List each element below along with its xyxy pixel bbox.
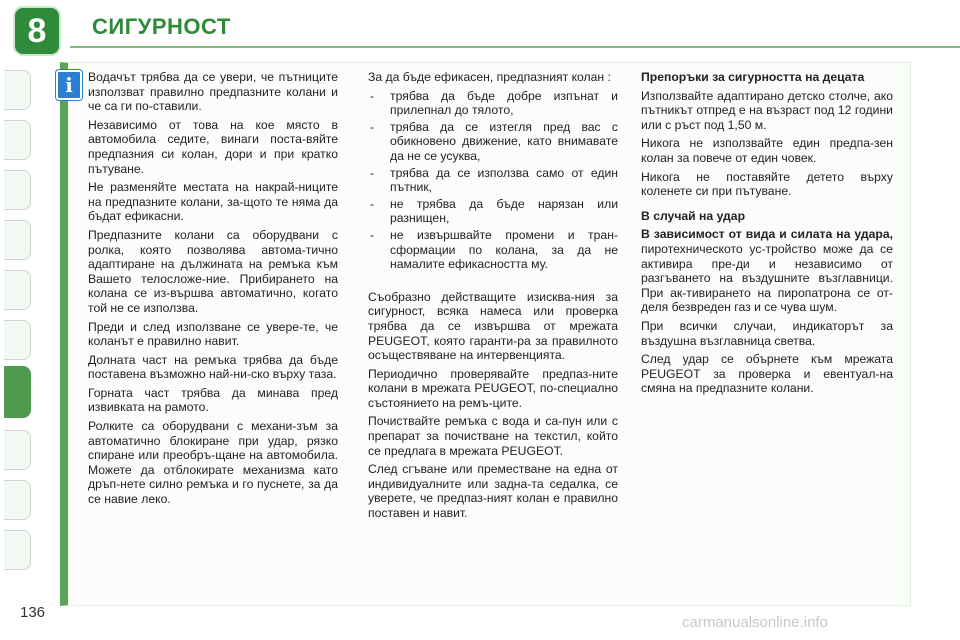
side-tab[interactable] (4, 270, 31, 310)
section-heading: В случай на удар (641, 208, 746, 223)
paragraph: Ролките са оборудвани с механи-зъм за автоматично блокиране при удар, рязко спиране или преобръ-щане на автомобила. Можете да отблокирате механизма като дръп-нете силно ремъка и го пуснете, за да се навие леко. (88, 419, 338, 507)
paragraph: Съобразно действащите изисква-ния за сигурност, всяка намеса или проверка трябва да се извършва от мрежата PEUGEOT, която гаранти-ра за правилното осъществяване на интервенцията. (368, 289, 618, 363)
paragraph: След сгъване или преместване на една от индивидуалните или задна-та седалка, се уверете, че предпаз-ният колан е правилно поставен и навит. (368, 462, 618, 521)
paragraph: Горната част трябва да минава пред извивката на рамото. (88, 385, 338, 415)
section-heading: Препоръки за сигурността на децата (641, 70, 865, 84)
side-tab[interactable] (4, 430, 31, 470)
page-number: 136 (20, 604, 46, 621)
paragraph (641, 227, 893, 315)
paragraph: Предпазните колани са оборудвани с ролка, която позволява автома-тично адаптиране на дължината на ремъка към Вашето телосложе-ние. Прибирането на колана се из-вършва автоматично, когато той не се използва. (88, 227, 338, 315)
paragraph: Никога не използвайте един предпа-зен колан за повече от един човек. (641, 136, 893, 165)
column-2 (368, 70, 618, 525)
paragraph: След удар се обърнете към мрежата PEUGEOT за проверка и евентуал-на смяна на предпазните колани. (641, 352, 893, 396)
side-tab[interactable] (4, 220, 31, 260)
paragraph: Периодично проверявайте предпаз-ните колани в мрежата PEUGEOT, по-специално състоянието на ремъ-ците. (368, 366, 618, 410)
paragraph: Никога не поставяйте детето върху коленете си при пътуване. (641, 169, 893, 199)
paragraph: Преди и след използване се увере-те, че коланът е правилно навит. (88, 319, 338, 349)
header (0, 0, 960, 58)
paragraph: Използвайте адаптирано детско столче, ако пътникът отпред е на възраст под 12 години или с ръст под 1,50 м. (641, 88, 893, 132)
list-item: - не трябва да бъде нарязан или разнищен, (368, 197, 618, 226)
column-3 (641, 70, 893, 400)
side-tab[interactable] (4, 70, 31, 110)
list-item: - не извършвайте промени и тран-сформации по колана, за да не намалите ефикасността му. (368, 228, 618, 272)
side-tab[interactable] (4, 170, 31, 210)
column-1 (88, 70, 338, 511)
spacer (368, 276, 618, 290)
paragraph: При всички случаи, индикаторът за въздушна възглавница светва. (641, 318, 893, 348)
chapter-side-tabs (0, 60, 34, 580)
side-tab[interactable] (4, 120, 31, 160)
side-tab[interactable] (4, 480, 31, 520)
paragraph: Водачът трябва да се увери, че пътниците използват правилно предпазните колани и че са ги по-ставили. (88, 70, 338, 114)
side-tab[interactable] (4, 320, 31, 360)
paragraph-rest: пиротехническото ус-тройство може да се активира пре-ди и независимо от разгъването на въздушните възглавници. При ак-тивирането на пиропатрона се от-деля безвреден газ и се чува шум. (641, 241, 893, 315)
chapter-badge: 8 (15, 8, 59, 54)
watermark: carmanualsonline.info (682, 614, 828, 631)
info-icon: i (56, 70, 82, 100)
page-title: СИГУРНОСТ (92, 14, 231, 39)
list-item: - трябва да се използва само от един пътник, (368, 166, 618, 195)
paragraph: Почиствайте ремъка с вода и са-пун или с препарат за почистване на текстил, който се предлага в мрежата PEUGEOT. (368, 414, 618, 458)
bold-lead: В зависимост от вида и силата на удара, (641, 227, 893, 242)
paragraph: Независимо от това на кое място в автомобила седите, винаги поста-вяйте предпазния си колан, дори и при кратко пътуване. (88, 117, 338, 176)
side-tab-active[interactable] (4, 366, 31, 418)
title-divider (70, 46, 960, 48)
list-item: - трябва да бъде добре изпънат и прилепнал до тялото, (368, 89, 618, 118)
paragraph: За да бъде ефикасен, предпазният колан : (368, 70, 611, 84)
requirements-list (368, 89, 618, 272)
paragraph: Не разменяйте местата на накрай-ниците на предпазните колани, за-щото те няма да бъдат ефикасни. (88, 180, 338, 224)
list-item: - трябва да се изтегля пред вас с обикновено движение, като внимавате да не се усуква, (368, 120, 618, 164)
side-tab[interactable] (4, 530, 31, 570)
paragraph: Долната част на ремъка трябва да бъде поставена възможно най-ни-ско върху таза. (88, 352, 338, 382)
